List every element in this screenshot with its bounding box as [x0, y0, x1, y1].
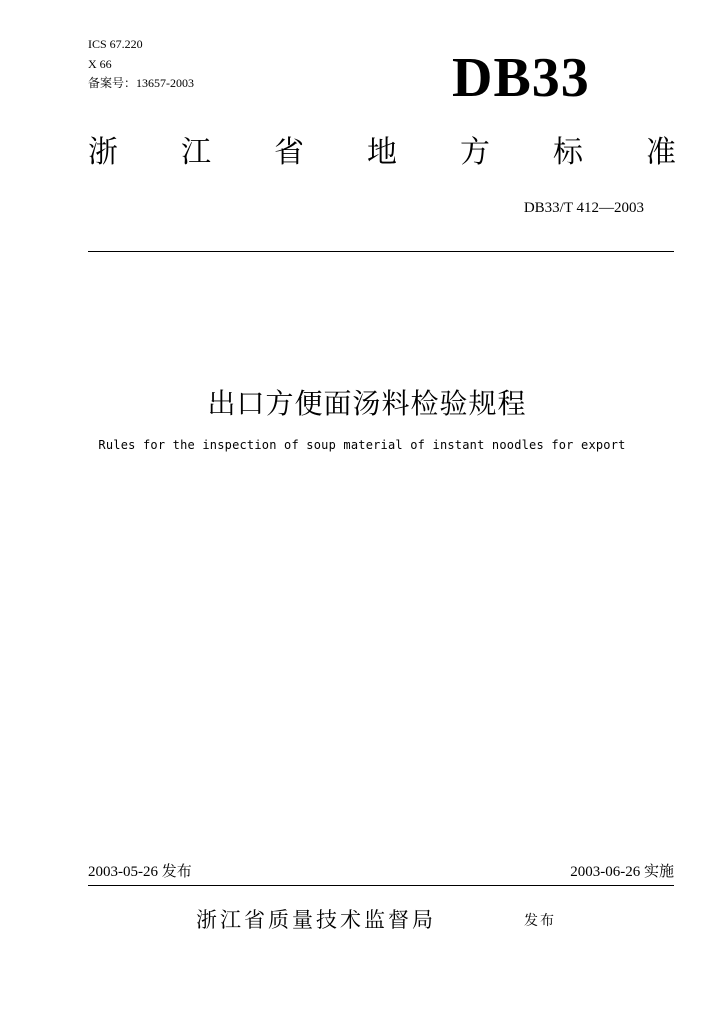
standard-number: DB33/T 412—2003 [523, 200, 644, 216]
standard-type-char: 准 [646, 135, 676, 170]
footer-divider [88, 885, 674, 886]
standard-type-char: 标 [553, 135, 583, 170]
classification-code: X 66 [88, 57, 112, 71]
title-chinese: 出口方便面汤料检验规程 [207, 387, 527, 420]
standard-type-char: 方 [460, 135, 490, 170]
issuer-name: 浙江省质量技术监督局 [196, 908, 436, 932]
standard-type-char: 省 [274, 135, 304, 170]
standard-code: DB33 [452, 47, 590, 109]
issuer-suffix: 发布 [524, 913, 556, 929]
ics-code: ICS 67.220 [88, 37, 143, 51]
filing-number: 备案号：13657-2003 [88, 76, 194, 90]
standard-type-char: 江 [181, 135, 211, 170]
implementation-date: 2003-06-26 实施 [570, 864, 674, 880]
header-divider [88, 251, 674, 252]
standard-type [88, 134, 676, 172]
standard-type-char: 浙 [88, 135, 118, 170]
standard-type-char: 地 [367, 135, 397, 170]
issue-date: 2003-05-26 发布 [88, 864, 192, 880]
title-english: Rules for the inspection of soup material of instant noodles for export [98, 438, 626, 452]
